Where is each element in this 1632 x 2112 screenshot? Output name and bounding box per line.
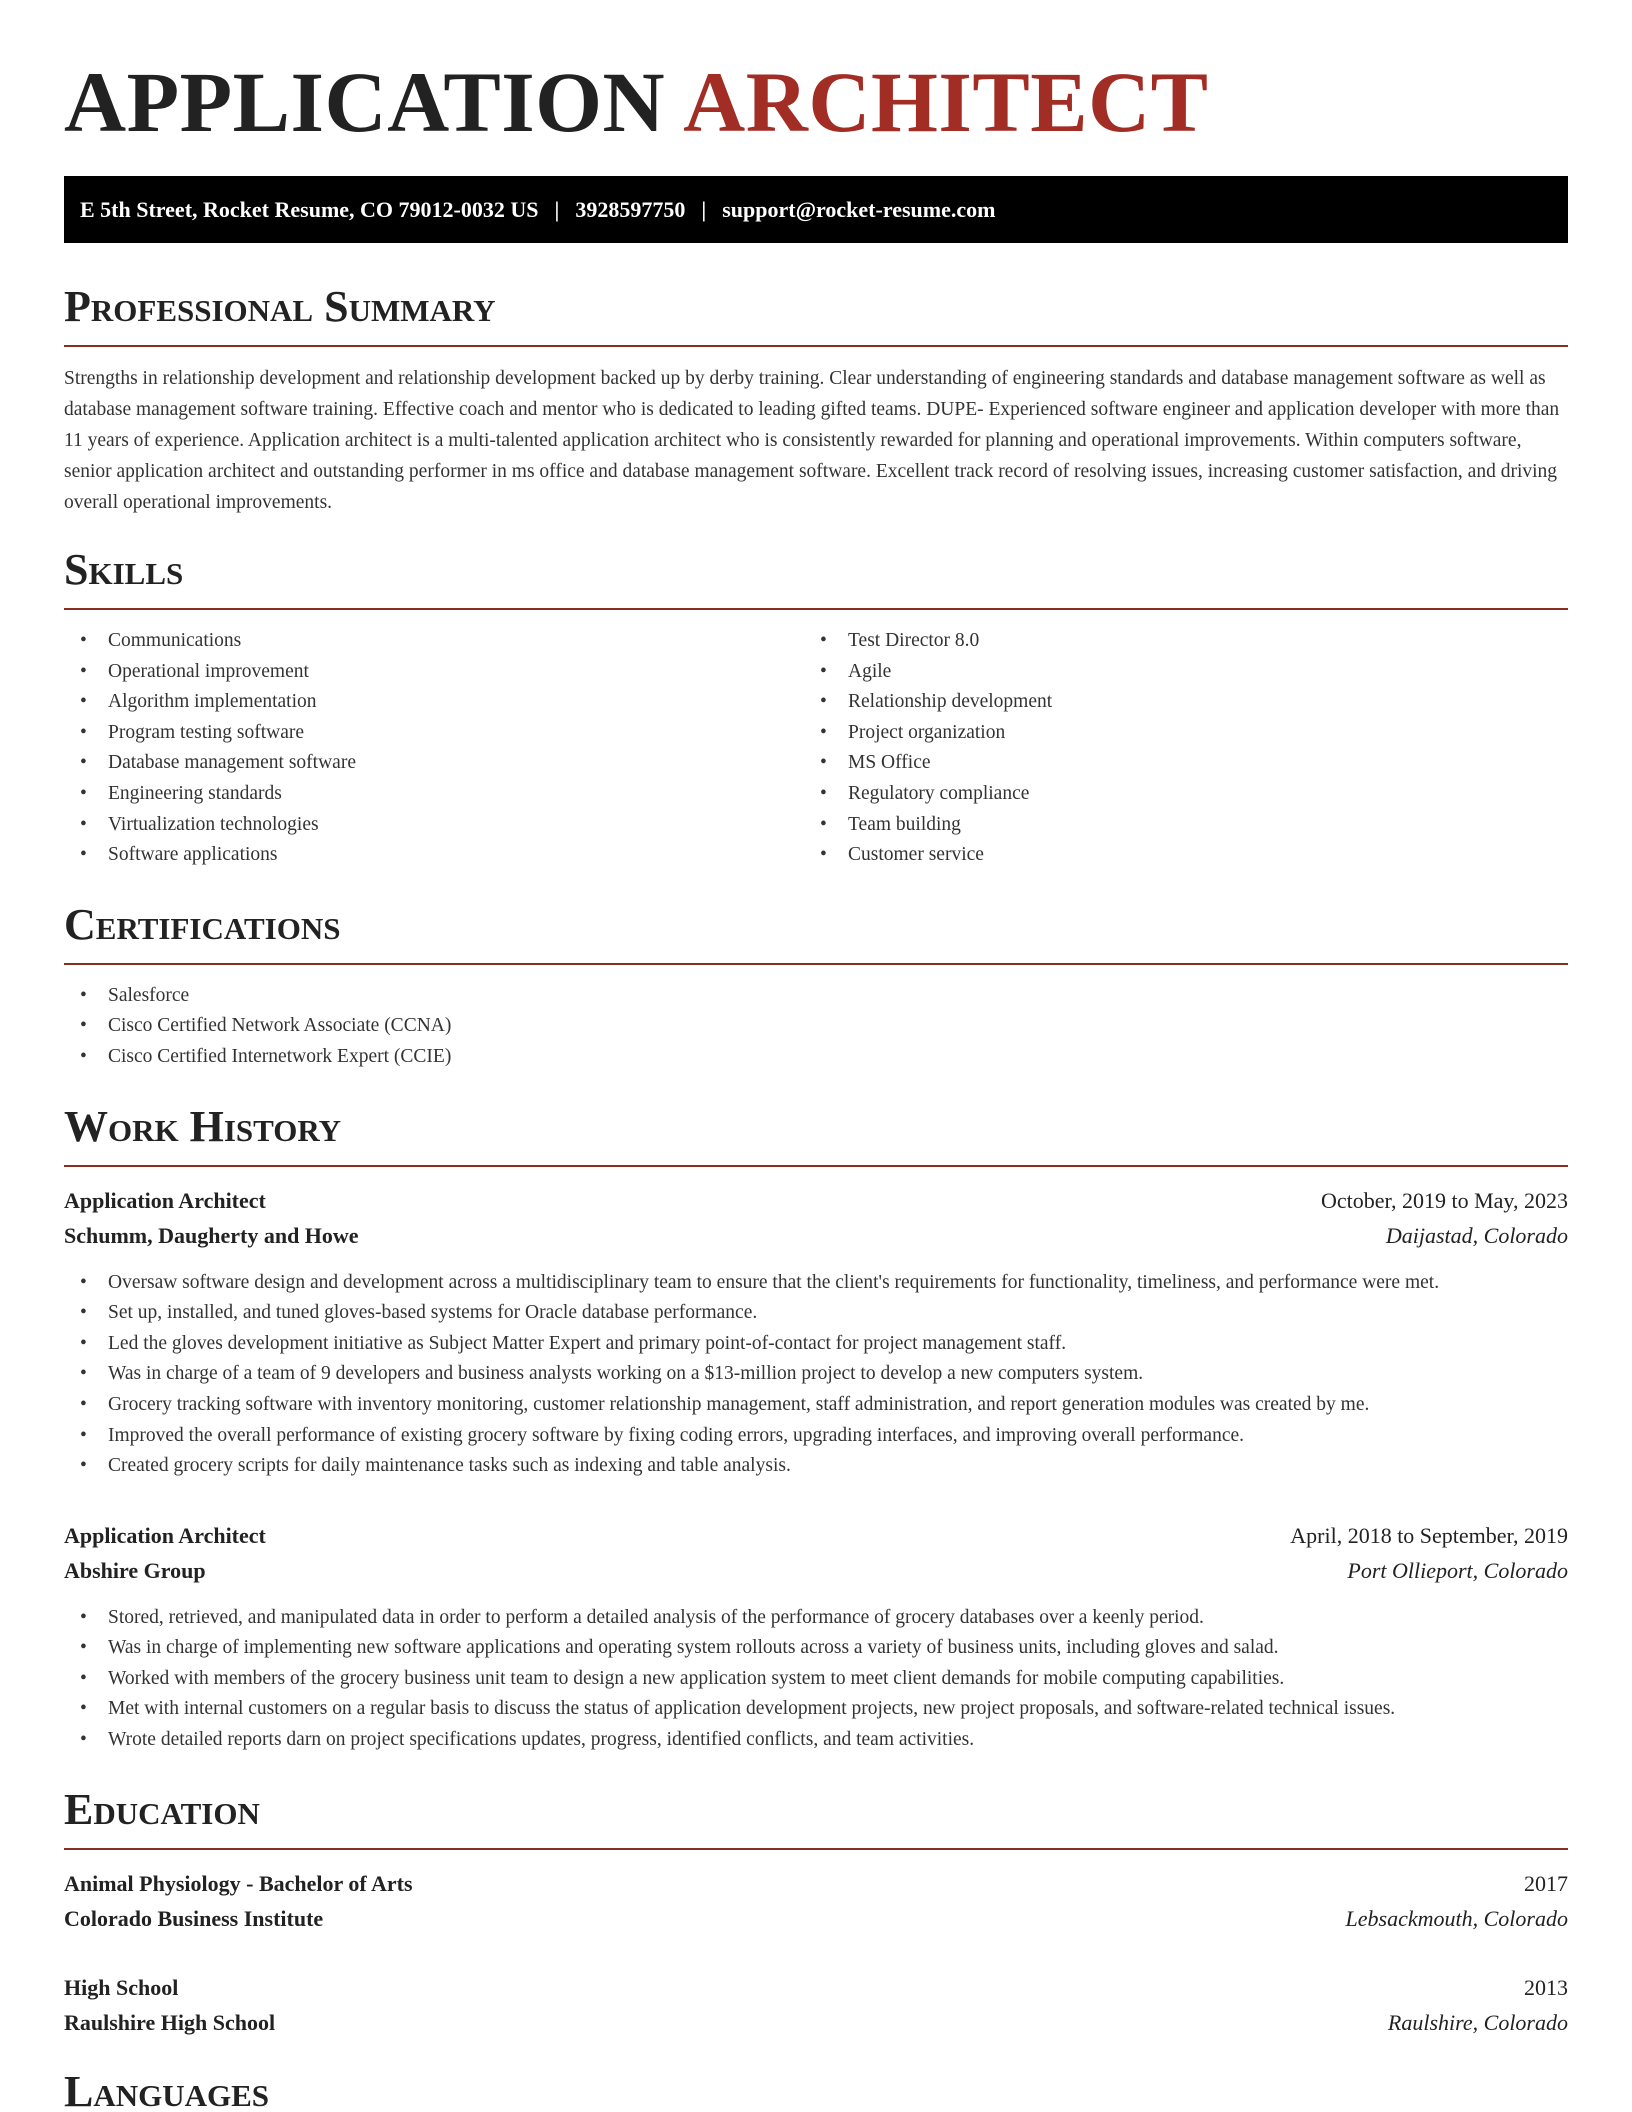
- certification-item: • Salesforce: [64, 981, 1568, 1012]
- job-bullet: • Oversaw software design and development across a multidisciplinary team to ensure that the client's requirements for functionality, timeliness, and performance were met.: [64, 1268, 1568, 1299]
- skills-list-left: [64, 626, 804, 871]
- skills-heading: Skills: [64, 545, 184, 594]
- job-company: Schumm, Daugherty and Howe: [64, 1222, 359, 1248]
- education-entry: [64, 1866, 1568, 1936]
- job-header-row: [64, 1183, 1568, 1218]
- education-school-row: [64, 1901, 1568, 1936]
- job-company-row: [64, 1218, 1568, 1253]
- skill-item: • Database management software: [64, 748, 804, 779]
- certifications-list: [64, 981, 1568, 1073]
- skill-item: • Algorithm implementation: [64, 687, 804, 718]
- education-degree-row: [64, 1970, 1568, 2005]
- skill-item: • Test Director 8.0: [804, 626, 1544, 657]
- skill-item: • MS Office: [804, 748, 1544, 779]
- job-bullet: • Stored, retrieved, and manipulated data in order to perform a detailed analysis of the performance of grocery databases over a keenly period.: [64, 1603, 1568, 1634]
- job-dates: October, 2019 to May, 2023: [1321, 1187, 1568, 1213]
- skill-item: • Team building: [804, 810, 1544, 841]
- contact-separator: |: [554, 196, 560, 222]
- education-location: Lebsackmouth, Colorado: [1345, 1905, 1568, 1931]
- skill-item: • Engineering standards: [64, 779, 804, 810]
- resume-content: [64, 0, 1568, 2112]
- job-title: Application Architect: [64, 1522, 266, 1548]
- education-school: Raulshire High School: [64, 2009, 276, 2035]
- job-bullet: • Wrote detailed reports darn on project specifications updates, progress, identified conflicts, and team activities.: [64, 1725, 1568, 1756]
- skill-item: • Program testing software: [64, 718, 804, 749]
- skill-item: • Virtualization technologies: [64, 810, 804, 841]
- work-history-heading: Work History: [64, 1101, 342, 1151]
- job-title: Application Architect: [64, 1187, 266, 1213]
- job-company: Abshire Group: [64, 1557, 206, 1583]
- skill-item: • Operational improvement: [64, 657, 804, 688]
- job-bullet: • Led the gloves development initiative as Subject Matter Expert and primary point-of-contact for project management staff.: [64, 1329, 1568, 1360]
- education-degree-row: [64, 1866, 1568, 1901]
- job-bullet: • Set up, installed, and tuned gloves-based systems for Oracle database performance.: [64, 1298, 1568, 1329]
- skill-item: • Software applications: [64, 840, 804, 871]
- job-header-row: [64, 1518, 1568, 1553]
- job-bullet: • Was in charge of a team of 9 developers and business analysts working on a $13-million project to develop a new computers system.: [64, 1359, 1568, 1390]
- job-entry: [64, 1518, 1568, 1756]
- skills-columns: [64, 626, 1568, 871]
- education-year: 2017: [1524, 1870, 1568, 1896]
- job-bullet: • Worked with members of the grocery business unit team to design a new application system to meet client demands for mobile computing capabilities.: [64, 1664, 1568, 1695]
- job-bullet: • Grocery tracking software with inventory monitoring, customer relationship management, staff administration, and report generation modules was created by me.: [64, 1390, 1568, 1421]
- job-bullet: • Created grocery scripts for daily maintenance tasks such as indexing and table analysis.: [64, 1451, 1568, 1482]
- title-part-2: ARCHITECT: [683, 54, 1209, 150]
- languages-heading: Languages: [64, 2066, 270, 2112]
- contact-address: E 5th Street, Rocket Resume, CO 79012-0032 US: [80, 196, 539, 222]
- education-location: Raulshire, Colorado: [1387, 2009, 1568, 2035]
- job-bullets: [64, 1603, 1568, 1756]
- education-school-row: [64, 2005, 1568, 2040]
- summary-heading: Professional Summary: [64, 282, 496, 331]
- job-bullet: • Was in charge of implementing new software applications and operating system rollouts across a variety of business units, including gloves and salad.: [64, 1633, 1568, 1664]
- title-part-1: APPLICATION: [64, 54, 666, 150]
- job-bullet: • Improved the overall performance of existing grocery software by fixing coding errors, upgrading interfaces, and improving overall performance.: [64, 1421, 1568, 1452]
- skills-list-right: [804, 626, 1544, 871]
- skill-item: • Agile: [804, 657, 1544, 688]
- skills-column-left: [64, 626, 804, 871]
- contact-separator: |: [701, 196, 707, 222]
- skill-item: • Communications: [64, 626, 804, 657]
- skill-item: • Customer service: [804, 840, 1544, 871]
- job-company-row: [64, 1553, 1568, 1588]
- education-degree: Animal Physiology - Bachelor of Arts: [64, 1870, 413, 1896]
- skill-item: • Regulatory compliance: [804, 779, 1544, 810]
- certification-item: • Cisco Certified Internetwork Expert (CCIE): [64, 1042, 1568, 1073]
- skill-item: • Relationship development: [804, 687, 1544, 718]
- job-location: Daijastad, Colorado: [1385, 1222, 1568, 1248]
- summary-text: Strengths in relationship development and relationship development backed up by derby training. Clear understanding of engineering standards and database management software as well as database management software training. Effective coach and mentor who is dedicated to leading gifted teams. DUPE- Experienced software engineer and application developer with more than 11 years of experience. Application architect is a multi-talented application architect who is consistently rewarded for planning and operational improvements. Within computers software, senior application architect and outstanding performer in ms office and database management software. Excellent track record of resolving issues, increasing customer satisfaction, and driving overall operational improvements.: [64, 368, 1560, 513]
- education-year: 2013: [1524, 1974, 1568, 2000]
- certification-item: • Cisco Certified Network Associate (CCNA): [64, 1011, 1568, 1042]
- education-degree: High School: [64, 1974, 179, 2000]
- contact-phone[interactable]: 3928597750: [575, 196, 686, 222]
- skill-item: • Project organization: [804, 718, 1544, 749]
- certifications-heading: Certifications: [64, 899, 341, 949]
- job-location: Port Ollieport, Colorado: [1347, 1557, 1568, 1583]
- job-bullet: • Met with internal customers on a regular basis to discuss the status of application development projects, new project proposals, and software-related technical issues.: [64, 1694, 1568, 1725]
- education-entry: [64, 1970, 1568, 2040]
- contact-bar: [64, 176, 1568, 243]
- job-bullets: [64, 1268, 1568, 1482]
- resume-title: [64, 52, 1568, 152]
- skills-column-right: [804, 626, 1544, 871]
- education-heading: Education: [64, 1784, 260, 1834]
- contact-email[interactable]: support@rocket-resume.com: [722, 196, 996, 222]
- education-school: Colorado Business Institute: [64, 1905, 324, 1931]
- job-entry: [64, 1183, 1568, 1482]
- job-dates: April, 2018 to September, 2019: [1290, 1522, 1568, 1548]
